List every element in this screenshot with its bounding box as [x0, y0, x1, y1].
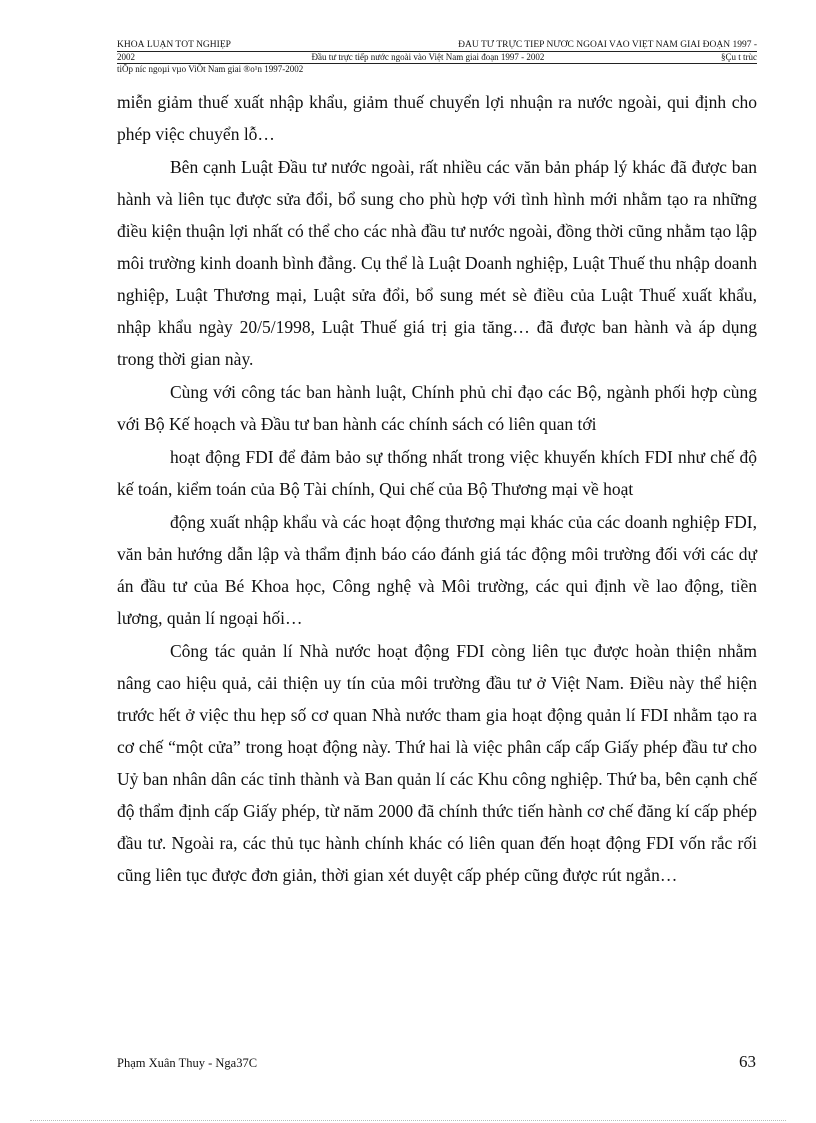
- paragraph: Bên cạnh Luật Đầu tư nước ngoài, rất nhiều các văn bản pháp lý khác đã được ban hành và liên tục được sửa đổi, bổ sung cho phù hợp với tình hình mới nhằm tạo ra những điều kiện thuận lợi nhất có thể cho các nhà đầu tư nước ngoài, đồng thời cũng nhằm tạo lập môi trường kinh doanh bình đẳng. Cụ thể là Luật Doanh nghiệp, Luật Thuế thu nhập doanh nghiệp, Luật Thương mại, Luật sửa đổi, bổ sung mét sè điều của Luật Thuế xuất khẩu, nhập khẩu ngày 20/5/1998, Luật Thuế giá trị gia tăng… đã được ban hành và áp dụng trong thời gian này.: [117, 157, 757, 369]
- header-left: KHOÁ LUẬN TỐT NGHIỆP: [117, 40, 231, 50]
- header-row2-left: 2002: [117, 52, 135, 62]
- header-row2-right: §Çu t trùc: [720, 52, 757, 62]
- header-row2-mid: Đầu tư trực tiếp nước ngoài vào Việt Nam giai đoạn 1997 - 2002: [311, 52, 545, 62]
- page-bottom-divider: [30, 1120, 786, 1121]
- paragraph: Cùng với công tác ban hành luật, Chính phủ chỉ đạo các Bộ, ngành phối hợp cùng với Bộ Kế hoạch và Đầu tư ban hành các chính sách có liên quan tới: [117, 382, 757, 434]
- paragraph: động xuất nhập khẩu và các hoạt động thương mại khác của các doanh nghiệp FDI, văn bản hướng dẫn lập và thẩm định báo cáo đánh giá tác động môi trường đối với các dự án đầu tư của Bé Khoa học, Công nghệ và Môi trường, các qui định về lao động, tiền lương, quản lí ngoại hối…: [117, 512, 757, 628]
- header-right: ĐẦU TƯ TRỰC TIẾP NƯỚC NGOÀI VÀO VIỆT NAM GIAI ĐOẠN 1997 -: [458, 40, 757, 50]
- footer-author: Phạm Xuân Thuy - Nga37C: [117, 1056, 258, 1070]
- header-row3: tiÕp níc ngoµi vµo ViÖt Nam giai ®o¹n 1997-2002: [117, 64, 304, 74]
- paragraph: hoạt động FDI để đảm bảo sự thống nhất trong việc khuyến khích FDI như chế độ kế toán, kiểm toán của Bộ Tài chính, Qui chế của Bộ Thương mại về hoạt: [117, 447, 757, 499]
- document-body: [117, 86, 757, 892]
- running-header-secondary: [117, 51, 757, 63]
- page-number: 63: [739, 1052, 756, 1071]
- paragraph: miễn giảm thuế xuất nhập khẩu, giảm thuế chuyển lợi nhuận ra nước ngoài, qui định cho phép việc chuyển lỗ…: [117, 92, 757, 144]
- running-header-tertiary: [117, 63, 757, 76]
- running-header: [117, 40, 757, 51]
- paragraph: Công tác quản lí Nhà nước hoạt động FDI còng liên tục được hoàn thiện nhằm nâng cao hiệu quả, cải thiện uy tín của môi trường đầu tư ở Việt Nam. Điều này thể hiện trước hết ở việc thu hẹp số cơ quan Nhà nước tham gia hoạt động quản lí FDI nhằm tạo ra cơ chế “một cửa” trong hoạt động này. Thứ hai là việc phân cấp cấp Giấy phép đầu tư cho Uỷ ban nhân dân các tỉnh thành và Ban quản lí các Khu công nghiệp. Thứ ba, bên cạnh chế độ thẩm định cấp Giấy phép, từ năm 2000 đã chính thức tiến hành cơ chế đăng kí cấp phép đầu tư. Ngoài ra, các thủ tục hành chính khác có liên quan đến hoạt động FDI vốn rắc rối cũng liên tục được đơn giản, thời gian xét duyệt cấp phép cũng được rút ngắn…: [117, 641, 757, 885]
